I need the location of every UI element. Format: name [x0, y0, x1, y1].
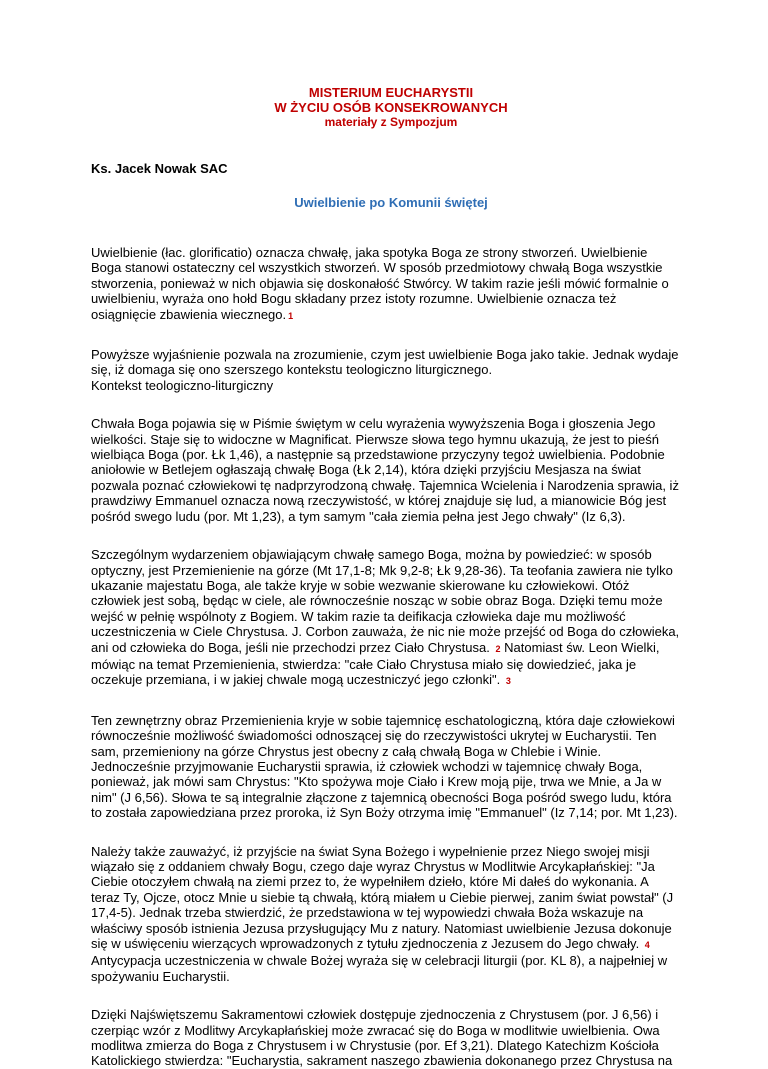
title-line-2: W ŻYCIU OSÓB KONSEKROWANYCH [274, 100, 508, 115]
paragraph-line: Kontekst teologiczno-liturgiczny [91, 377, 274, 393]
paragraph-line: Jednocześnie przyjmowanie Eucharystii sprawia, iż człowiek wchodzi w tajemnicę chwały Boga, [91, 758, 643, 774]
footnote-reference[interactable]: 3 [505, 676, 511, 687]
document-page [91, 0, 691, 1069]
paragraph-line: ani od człowieka do Boga, jeśli nie przechodzi przez Ciało Chrystusa. 2 Natomiast św. Leon Wielki, [91, 639, 660, 655]
document-header [91, 85, 691, 130]
paragraph [91, 713, 691, 821]
paragraph-line: Dzięki Najświętszemu Sakramentowi człowiek dostępuje zjednoczenia z Chrystusem (por. J 6,56) i [91, 1007, 659, 1023]
paragraph-line: Powyższe wyjaśnienie pozwala na zrozumienie, czym jest uwielbienie Boga jako takie. Jednak wydaje [91, 347, 679, 363]
paragraph [91, 844, 691, 985]
paragraph [91, 1007, 691, 1069]
paragraph-line: modlitwa zmierza do Boga z Chrystusem i w Chrystusie (por. Ef 3,21). Dlatego Katechizm Kościoła [91, 1038, 659, 1054]
paragraph-line: 17,4-5). Jednak trzeba stwierdzić, że przedstawiona w tej wypowiedzi chwała Boża wskazuje na [91, 905, 644, 921]
paragraph-line: ukazanie majestatu Boga, ale także kryje w sobie wezwanie skierowane ku człowiekowi. Otóż [91, 577, 630, 593]
paragraph-line: równocześnie możliwość świadomości odnoszącej się do rzeczywistości ukrytej w Eucharystii. Ten [91, 728, 657, 744]
paragraph-line: prawdziwy Emmanuel oznacza nową rzeczywistość, w której znajduje się lud, a mianowicie Bóg jest [91, 493, 667, 509]
paragraph-line: wiązało się z oddaniem chwały Bogu, czego daje wyraz Chrystus w Modlitwie Arcykapłańskiej: "Ja [91, 859, 655, 874]
paragraph-line: człowiek jest sobą, będąc w ciele, ale równocześnie nosząc w sobie obraz Boga. Dzięki temu może [91, 593, 663, 609]
paragraph-line: stworzenia, ponieważ w nich objawia się doskonałość Stwórcy. W takim razie jeśli mówić formalnie o [91, 275, 669, 291]
paragraph-line: Ciebie otoczyłem chwałą na ziemi przez to, że wypełniłem dzieło, które Mi dałeś do wykonania. A [91, 874, 649, 890]
paragraph-line: właściwy sposób istnienia Jezusa przysługujący Mu z natury. Natomiast uwielbienie Jezusa dokonuje [91, 920, 672, 936]
paragraph-line: mówiąc na temat Przemienienia, stwierdza: "całe Ciało Chrystusa miało się dowiedzieć, jaka je [91, 656, 637, 672]
paragraph [91, 245, 691, 324]
paragraph-line: Ten zewnętrzny obraz Przemienienia kryje w sobie tajemnicę eschatologiczną, która daje człowiekowi [91, 712, 675, 728]
paragraph-line: czerpiąc wzór z Modlitwy Arcykapłańskiej może zwracać się do Boga w modlitwie uwielbienia. Owa [91, 1022, 660, 1038]
paragraph-line: spożywaniu Eucharystii. [91, 968, 230, 984]
paragraph-line: uczestniczenia w Ciele Chrystusa. J. Corbon zauważa, że nic nie może przejść od Boga do człowieka, [91, 624, 680, 640]
paragraph-line: optyczny, jest Przemienienie na górze (Mt 17,1-8; Mk 9,2-8; Łk 9,28-36). Ta teofania zawiera nie tylko [91, 562, 673, 578]
paragraph-line: uwielbieniu, wyraża ono hołd Bogu składany przez istoty rozumne. Uwielbienie oznacza też [91, 291, 617, 307]
paragraph-line: sam, przemieniony na górze Chrystus jest obecny z całą chwałą Boga w Chlebie i Winie. [91, 743, 602, 759]
paragraph-line: Boga stanowi ostateczny cel wszystkich stworzeń. W sposób przedmiotowy chwałą Boga wszystkie [91, 260, 663, 276]
section-title: Uwielbienie po Komunii świętej [294, 195, 488, 210]
paragraph-line: wejść w pełnię wspólnoty z Bogiem. W takim razie ta deifikacja człowieka daje mu możliwość [91, 608, 626, 624]
paragraph-line: się, iż domaga się ono szerszego kontekstu teologiczno liturgicznego. [91, 362, 493, 378]
footnote-reference[interactable]: 1 [288, 310, 294, 321]
paragraph-line: ponieważ, jak mówi sam Chrystus: "Kto spożywa moje Ciało i Krew moją pije, trwa we Mnie, a Ja w [91, 774, 662, 790]
subtitle: materiały z Sympozjum [324, 115, 458, 129]
author-name: Ks. Jacek Nowak SAC [91, 161, 228, 176]
paragraph [91, 547, 691, 690]
footnote-reference[interactable]: 4 [644, 940, 650, 951]
paragraph-line: pozwala poznać człowiekowi tę nadprzyrodzoną chwałę. Tajemnica Wcielenia i Narodzenia sprawia, iż [91, 477, 679, 493]
footnote-reference[interactable]: 2 [495, 643, 501, 654]
paragraph-line: Uwielbienie (łac. glorificatio) oznacza chwałę, jaka spotyka Boga ze strony stworzeń. Uwielbienie [91, 245, 648, 260]
paragraph-line: Katolickiego stwierdza: "Eucharystia, sakrament naszego zbawienia dokonanego przez Chrystusa na [91, 1053, 673, 1069]
paragraph-line: Chwała Boga pojawia się w Piśmie świętym w celu wyrażenia wywyższenia Boga i głoszenia Jego [91, 416, 656, 432]
paragraph-line: oczekuje przemiana, i w jakiej chwale mogą uczestniczyć jego członki". 3 [91, 672, 511, 688]
body-text [91, 245, 691, 1069]
paragraph-line: teraz Ty, Ojcze, otocz Mnie u siebie tą chwałą, którą miałem u Ciebie pierwej, zanim świat powstał" (J [91, 889, 674, 905]
paragraph-line: to została zapowiedziana przez proroka, iż Syn Boży otrzyma imię "Emmanuel" (Iz 7,14; por. Mt 1,23). [91, 805, 678, 821]
paragraph-line: Należy także zauważyć, iż przyjście na świat Syna Bożego i wypełnienie przez Niego swojej misji [91, 843, 650, 859]
title-line-1: MISTERIUM EUCHARYSTII [308, 85, 474, 100]
paragraph-line: wielbiąca Boga (por. Łk 1,46), a następnie są przedstawione przyczyny tegoż uwielbienia. Podobnie [91, 447, 665, 463]
paragraph-line: się w uświęceniu wierzących wprowadzonych z tytułu zjednoczenia z Jezusem do Jego chwały. 4 [91, 936, 650, 952]
paragraph [91, 416, 691, 524]
paragraph-line: nim" (J 6,56). Słowa te są integralnie złączone z tajemnicą obecności Boga pośród swego ludu, która [91, 789, 672, 805]
paragraph-line: Szczególnym wydarzeniem objawiającym chwałę samego Boga, można by powiedzieć: w sposób [91, 547, 652, 563]
paragraph [91, 347, 691, 393]
paragraph-line: osiągnięcie zbawienia wiecznego. 1 [91, 306, 294, 322]
paragraph-line: pośród swego ludu (por. Mt 1,23), a tym samym "cała ziemia pełna jest Jego chwały" (Iz 6,3). [91, 508, 626, 524]
paragraph-line: Antycypacja uczestniczenia w chwale Bożej wyraża się w celebracji liturgii (por. KL 8), a najpełniej w [91, 953, 668, 969]
paragraph-line: aniołowie w Betlejem ogłaszają chwałę Boga (Łk 2,14), która dzięki przyjściu Mesjasza na świat [91, 462, 641, 478]
paragraph-line: wielkości. Staje się to widoczne w Magnificat. Pierwsze słowa tego hymnu ukazują, że jest to pieśń [91, 431, 659, 447]
